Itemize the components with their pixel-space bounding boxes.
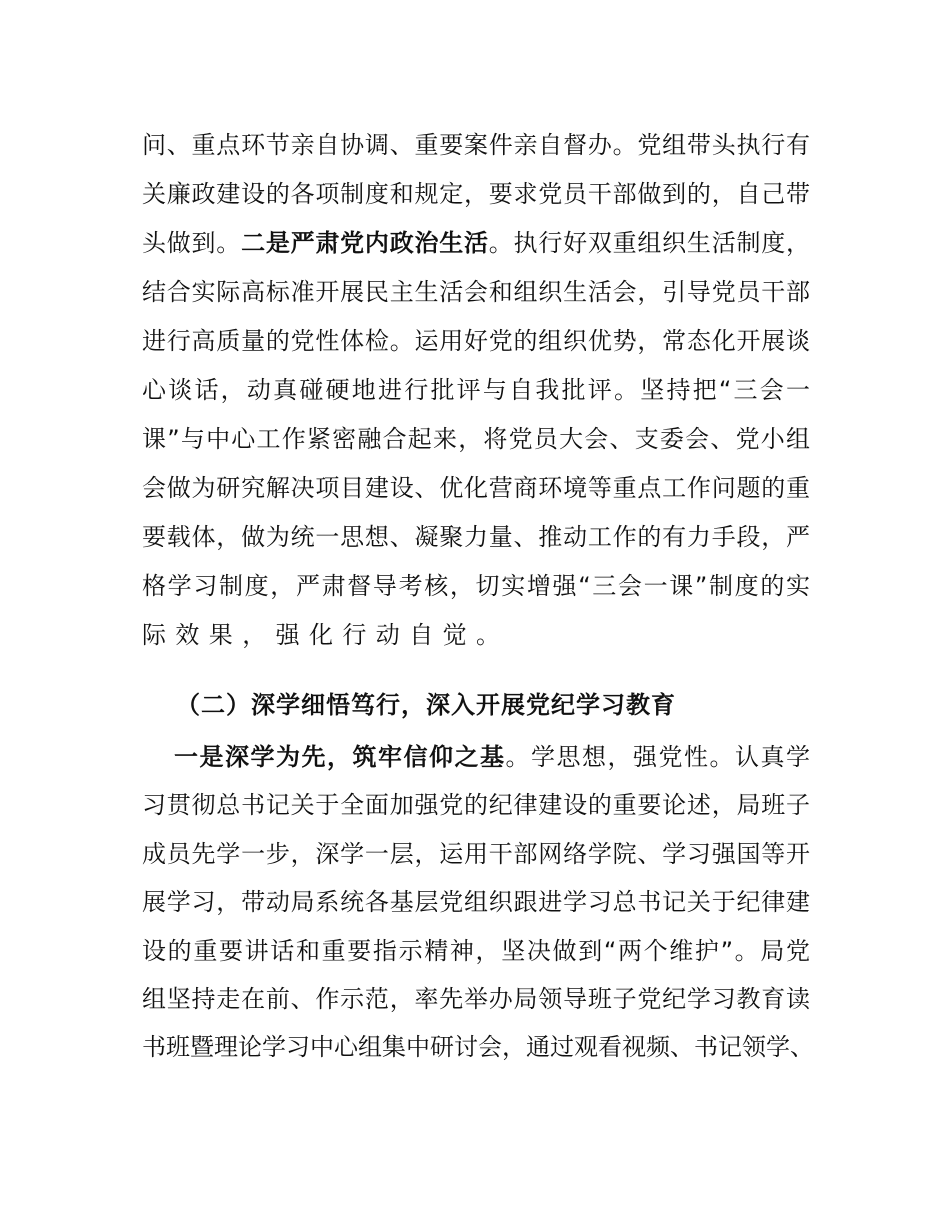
text-line xyxy=(142,611,810,660)
text-line xyxy=(142,268,810,317)
text-line xyxy=(142,121,810,170)
text-segment: 设的重要讲话和重要指示精神，坚决做到“两个维护”。局党 xyxy=(142,936,810,965)
text-line xyxy=(142,733,810,781)
text-line xyxy=(142,830,810,878)
text-line xyxy=(142,927,810,975)
text-line xyxy=(142,464,810,513)
text-segment: 课”与中心工作紧密融合起来，将党员大会、支委会、党小组 xyxy=(142,425,810,453)
text-segment: 成员先学一步，深学一层，运用干部网络学院、学习强国等开 xyxy=(142,839,810,868)
text-segment: 头做到。 xyxy=(142,229,242,257)
text-line xyxy=(142,366,810,415)
text-line xyxy=(142,170,810,219)
text-segment: 结合实际高标准开展民主生活会和组织生活会，引导党员干部 xyxy=(142,278,810,306)
text-segment: 。执行好双重组织生活制度， xyxy=(488,229,811,257)
text-line xyxy=(142,513,810,562)
text-segment: 会做为研究解决项目建设、优化营商环境等重点工作问题的重 xyxy=(142,474,810,502)
text-segment: 习贯彻总书记关于全面加强党的纪律建设的重要论述，局班子 xyxy=(142,791,810,820)
text-segment: 际效果，强化行动自觉。 xyxy=(142,621,510,649)
text-line xyxy=(142,317,810,366)
text-line xyxy=(142,878,810,926)
text-segment: 要载体，做为统一思想、凝聚力量、推动工作的有力手段，严 xyxy=(142,523,810,551)
bold-lead-phrase: 二是严肃党内政治生活 xyxy=(241,229,489,257)
text-line xyxy=(142,562,810,611)
text-line xyxy=(142,415,810,464)
paragraph-1 xyxy=(142,121,810,660)
text-line xyxy=(142,975,810,1023)
text-segment: 书班暨理论学习中心组集中研讨会，通过观看视频、书记领学、 xyxy=(142,1033,814,1062)
text-segment: 问、重点环节亲自协调、重要案件亲自督办。党组带头执行有 xyxy=(142,131,810,159)
paragraph-2 xyxy=(142,733,814,1072)
text-segment: 。学思想，强党性。认真学 xyxy=(505,743,810,771)
text-line xyxy=(142,219,810,268)
text-segment: 展学习，带动局系统各基层党组织跟进学习总书记关于纪律建 xyxy=(142,888,810,917)
text-segment: 格学习制度，严肃督导考核，切实增强“三会一课”制度的实 xyxy=(142,572,810,600)
text-segment: 心谈话，动真碰硬地进行批评与自我批评。坚持把“三会一 xyxy=(142,376,810,404)
section-heading: （二）深学细悟笃行，深入开展党纪学习教育 xyxy=(176,691,676,719)
text-segment: 进行高质量的党性体检。运用好党的组织优势，常态化开展谈 xyxy=(142,327,810,355)
text-line xyxy=(142,1023,814,1071)
bold-lead-phrase: 一是深学为先，筑牢信仰之基 xyxy=(174,743,506,771)
text-segment: 关廉政建设的各项制度和规定，要求党员干部做到的，自己带 xyxy=(142,180,810,208)
text-line xyxy=(142,781,810,829)
text-segment: 组坚持走在前、作示范，率先举办局领导班子党纪学习教育读 xyxy=(142,984,810,1013)
